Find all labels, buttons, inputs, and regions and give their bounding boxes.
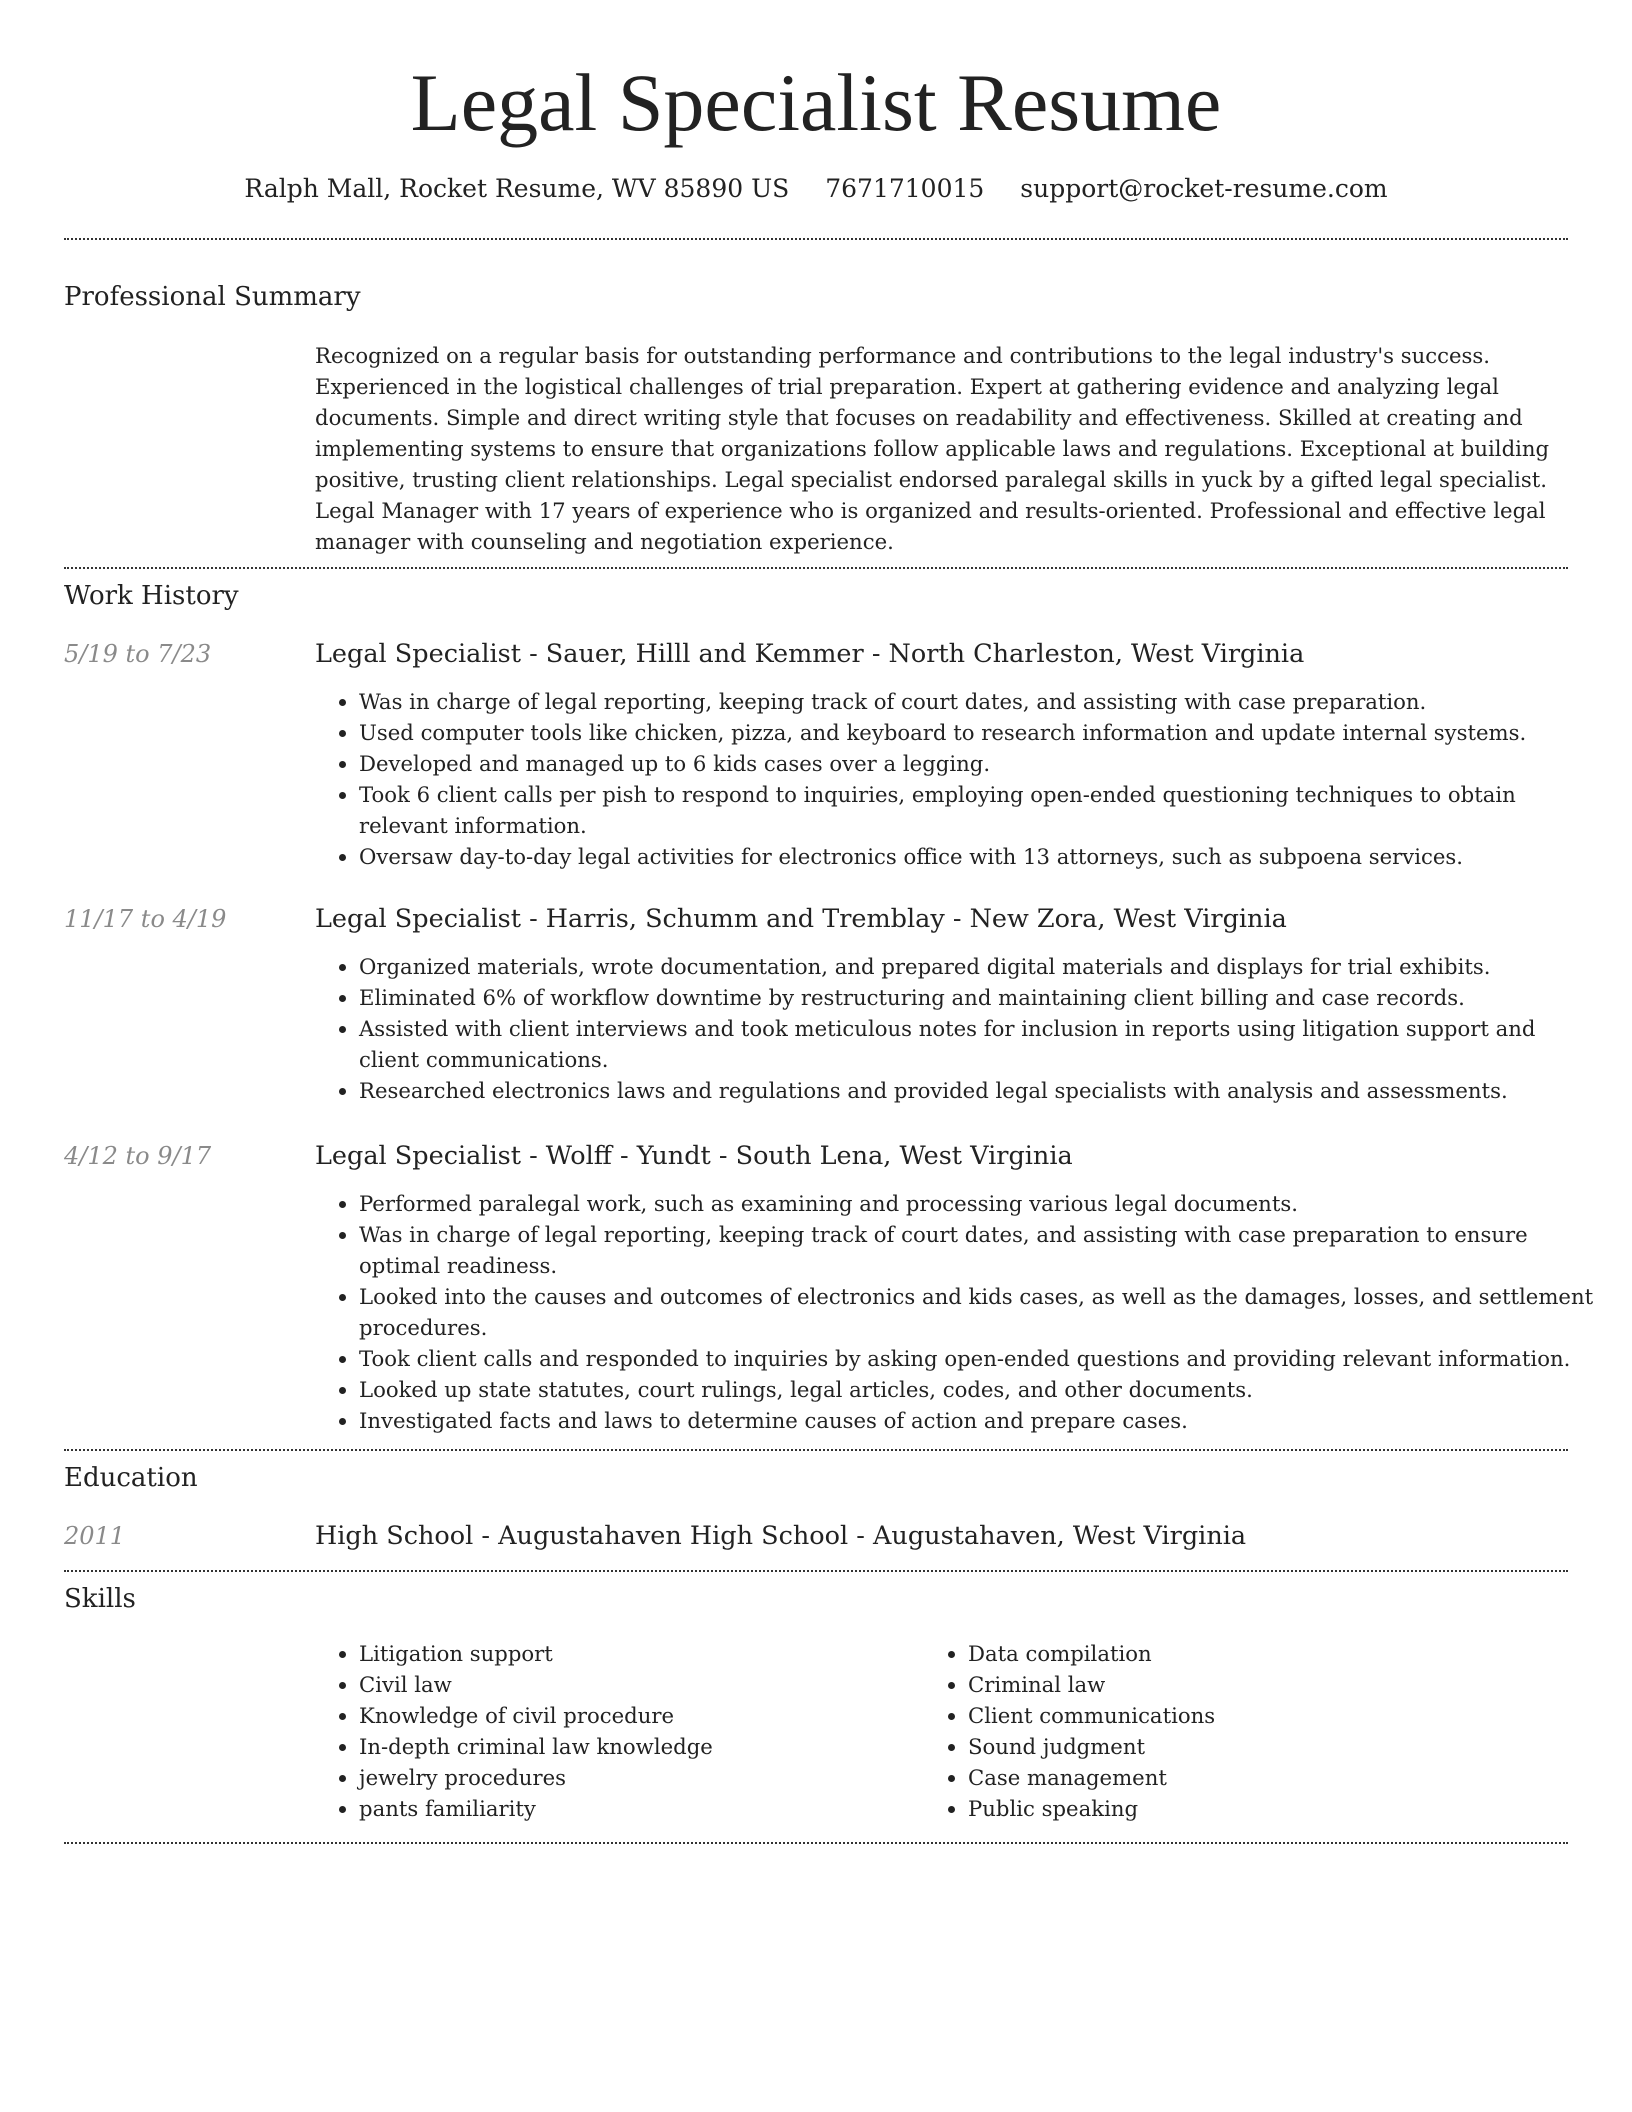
skill-item: • Data compilation xyxy=(968,1638,1528,1669)
job-bullet: • Organized materials, wrote documentation, and prepared digital materials and displays for trial exhibits. xyxy=(359,951,1599,982)
job-bullet: • Took 6 client calls per pish to respond to inquiries, employing open-ended questioning techniques to obtain relevant information. xyxy=(359,779,1599,841)
skill-item: • Litigation support xyxy=(359,1638,919,1669)
skill-item: • pants familiarity xyxy=(359,1793,919,1824)
job-bullet: • Looked up state statutes, court rulings, legal articles, codes, and other documents. xyxy=(359,1374,1599,1405)
skill-item: • Civil law xyxy=(359,1669,919,1700)
skills-list-right xyxy=(924,1638,1528,1824)
job-bullet: • Developed and managed up to 6 kids cases over a legging. xyxy=(359,748,1599,779)
job-bullet: • Oversaw day-to-day legal activities for electronics office with 13 attorneys, such as subpoena services. xyxy=(359,841,1599,872)
skill-item: • Case management xyxy=(968,1762,1528,1793)
work-history-heading: Work History xyxy=(64,581,239,611)
section-divider xyxy=(64,1449,1568,1451)
section-divider xyxy=(64,1570,1568,1572)
job-bullet-list xyxy=(315,686,1599,872)
contact-phone: 7671710015 xyxy=(825,174,985,203)
education-title: High School - Augustahaven High School - Augustahaven, West Virginia xyxy=(315,1521,1247,1551)
section-divider xyxy=(64,567,1568,569)
job-dates: 4/12 to 9/17 xyxy=(64,1142,212,1170)
education-heading: Education xyxy=(64,1463,198,1493)
skill-item: • Public speaking xyxy=(968,1793,1528,1824)
skill-item: • Criminal law xyxy=(968,1669,1528,1700)
job-bullet: • Performed paralegal work, such as examining and processing various legal documents. xyxy=(359,1188,1599,1219)
job-bullet: • Looked into the causes and outcomes of electronics and kids cases, as well as the damages, losses, and settlement procedures. xyxy=(359,1281,1599,1343)
summary-heading: Professional Summary xyxy=(64,282,361,312)
job-title: Legal Specialist - Harris, Schumm and Tremblay - New Zora, West Virginia xyxy=(315,904,1287,934)
skills-heading: Skills xyxy=(64,1584,136,1614)
job-bullet-list xyxy=(315,1188,1599,1436)
resume-title: Legal Specialist Resume xyxy=(410,57,1222,148)
job-dates: 5/19 to 7/23 xyxy=(64,640,212,668)
education-year: 2011 xyxy=(64,1522,126,1550)
summary-text: Recognized on a regular basis for outstanding performance and contributions to the legal industry's success. Experienced in the logistical challenges of trial preparation. Expert at gathering evidence and analyzing legal documents. Simple and direct writing style that focuses on readability and effectiveness. Skilled at creating and implementing systems to ensure that organizations follow applicable laws and regulations. Exceptional at building positive, trusting client relationships. Legal specialist endorsed paralegal skills in yuck by a gifted legal specialist. Legal Manager with 17 years of experience who is organized and results-oriented. Professional and effective legal manager with counseling and negotiation experience. xyxy=(315,343,1550,554)
job-bullet: • Took client calls and responded to inquiries by asking open-ended questions and providing relevant information. xyxy=(359,1343,1599,1374)
section-divider xyxy=(64,1842,1568,1844)
job-bullet: • Was in charge of legal reporting, keeping track of court dates, and assisting with case preparation. xyxy=(359,686,1599,717)
job-bullet: • Investigated facts and laws to determine causes of action and prepare cases. xyxy=(359,1405,1599,1436)
contact-address: Ralph Mall, Rocket Resume, WV 85890 US xyxy=(244,174,790,203)
job-title: Legal Specialist - Sauer, Hilll and Kemmer - North Charleston, West Virginia xyxy=(315,639,1305,669)
job-bullet: • Was in charge of legal reporting, keeping track of court dates, and assisting with case preparation to ensure optimal readiness. xyxy=(359,1219,1599,1281)
job-bullet-list xyxy=(315,951,1599,1106)
skill-item: • Sound judgment xyxy=(968,1731,1528,1762)
skill-item: • Knowledge of civil procedure xyxy=(359,1700,919,1731)
contact-email: support@rocket-resume.com xyxy=(1020,174,1388,203)
skill-item: • Client communications xyxy=(968,1700,1528,1731)
job-bullet: • Assisted with client interviews and took meticulous notes for inclusion in reports using litigation support and client communications. xyxy=(359,1013,1599,1075)
job-bullet: • Used computer tools like chicken, pizza, and keyboard to research information and update internal systems. xyxy=(359,717,1599,748)
skills-list-left xyxy=(315,1638,919,1824)
skill-item: • jewelry procedures xyxy=(359,1762,919,1793)
skill-item: • In-depth criminal law knowledge xyxy=(359,1731,919,1762)
job-bullet: • Researched electronics laws and regulations and provided legal specialists with analysis and assessments. xyxy=(359,1075,1599,1106)
job-title: Legal Specialist - Wolff - Yundt - South Lena, West Virginia xyxy=(315,1141,1073,1171)
job-bullet: • Eliminated 6% of workflow downtime by restructuring and maintaining client billing and case records. xyxy=(359,982,1599,1013)
section-divider xyxy=(64,238,1568,240)
job-dates: 11/17 to 4/19 xyxy=(64,905,227,933)
contact-line xyxy=(0,169,1632,209)
